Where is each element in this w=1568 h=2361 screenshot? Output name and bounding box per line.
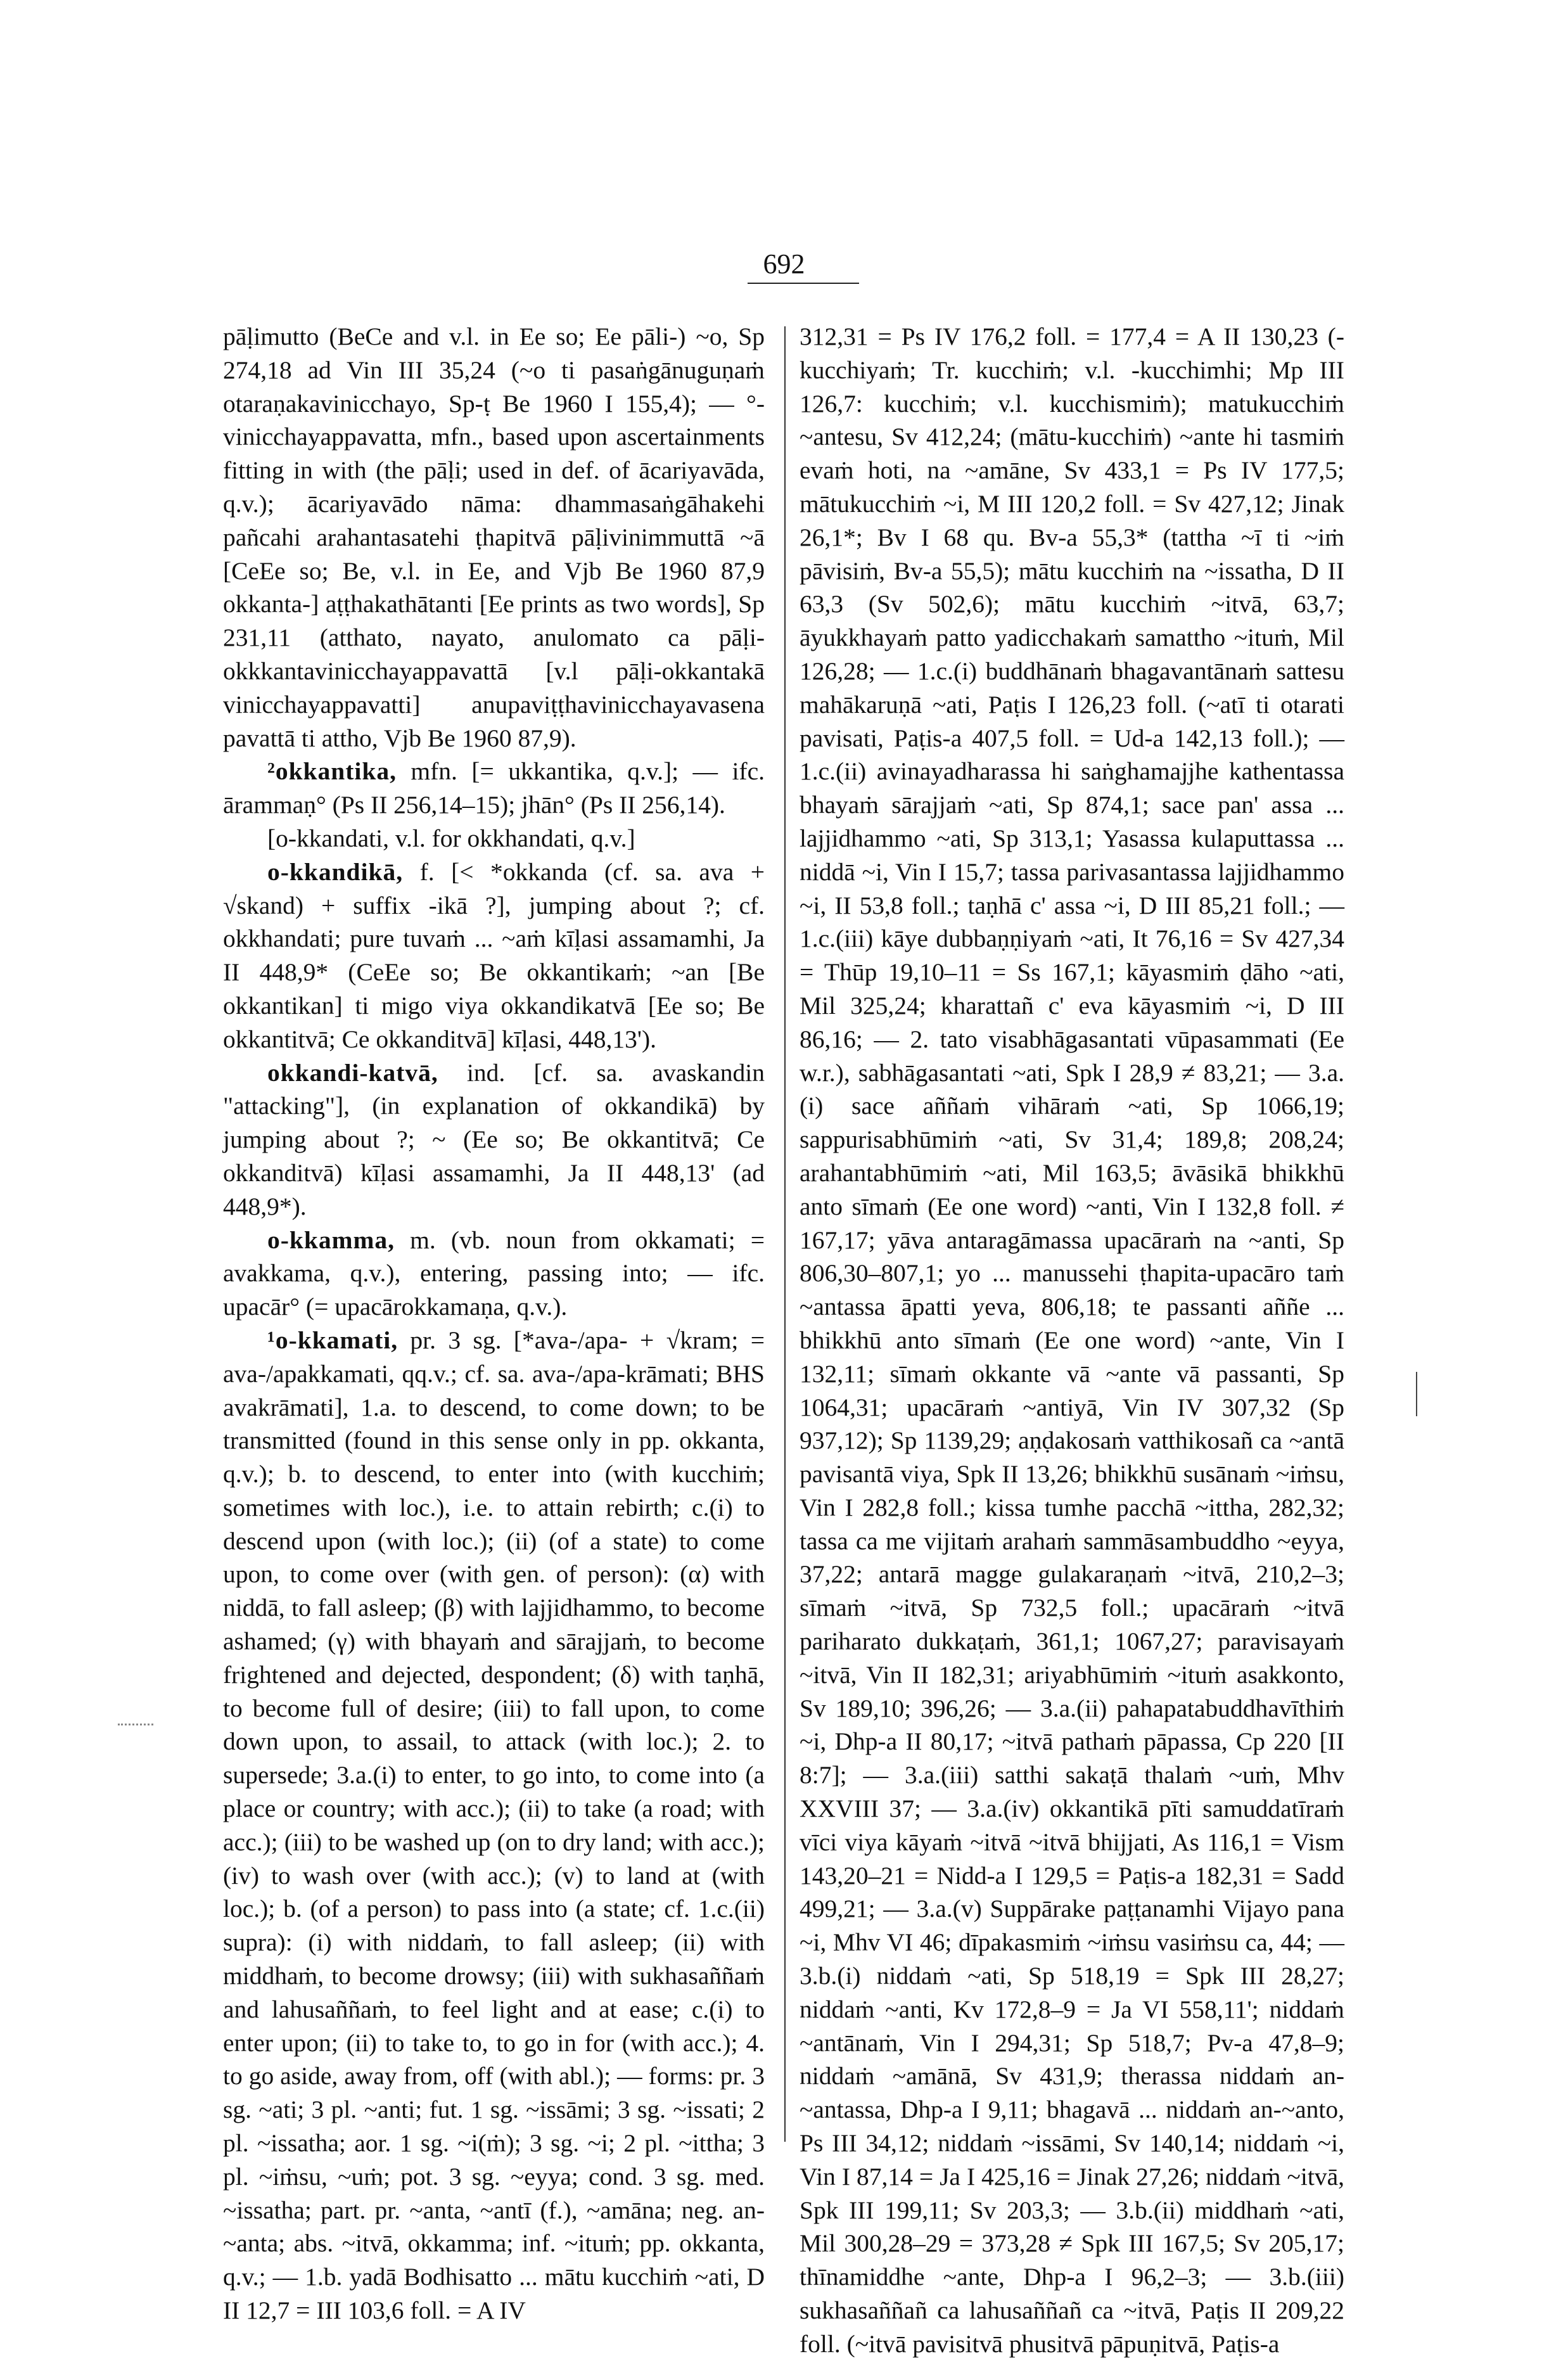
entry-paragraph: 312,31 = Ps IV 176,2 foll. = 177,4 = A II 130,23 (-kucchiyaṁ; Tr. kucchiṁ; v.l. -kucchimhi; Mp III 126,7: kucchiṁ; v.l. kucchismiṁ); matukucchiṁ ~antesu, Sv 412,24; (mātu-kucchiṁ) ~ante hi tasmiṁ evaṁ hoti, na ~amāne, Sv 433,1 = Ps IV 177,5; mātukucchiṁ ~i, M III 120,2 foll. = Sv 427,12; Jinak 26,1*; Bv I 68 qu. Bv-a 55,3* (tattha ~ī ti ~iṁ pāvisiṁ, Bv-a 55,5); mātu kucchiṁ na ~issatha, D II 63,3 (Sv 502,6); mātu kucchiṁ ~itvā, 63,7; āyukkhayaṁ patto yadicchakaṁ samattho ~ituṁ, Mil 126,28; — 1.c.(i) buddhānaṁ bhagavantānaṁ sattesu mahākaruṇā ~ati, Paṭis I 126,23 foll. (~atī ti otarati pavisati, Paṭis-a 407,5 foll. = Ud-a 142,13 foll.); — 1.c.(ii) avinayadharassa hi saṅghamajjhe kathentassa bhayaṁ sārajjaṁ ~ati, Sp 874,1; sace pan' assa ... lajjidhammo ~ati, Sp 313,1; Yasassa kulaputtassa ... niddā ~i, Vin I 15,7; tassa parivasantassa lajjidhammo ~i, II 53,8 foll.; taṇhā c' assa ~i, D III 85,21 foll.; — 1.c.(iii) kāye dubbaṇṇiyaṁ ~ati, It 76,16 = Sv 427,34 = Thūp 19,10–11 = Ss 167,1; kāyasmiṁ ḍāho ~ati, Mil 325,24; kharattañ c' eva kāyasmiṁ ~i, D III 86,16; — 2. tato visabhāgasantati vūpasammati (Ee w.r.), sabhāgasantati ~ati, Spk I 28,9 ≠ 83,21; — 3.a.(i) sace aññaṁ vihāraṁ ~ati, Sp 1066,19; sappurisabhūmiṁ ~ati, Sv 31,4; 189,8; 208,24; arahantabhūmiṁ ~ati, Mil 163,5; āvāsikā bhikkhū anto sīmaṁ (Ee one word) ~anti, Vin I 132,8 foll. ≠ 167,17; yāva antaragāmassa upacāraṁ na ~anti, Sp 806,30–807,1; yo ... manussehi ṭhapita-upacāro taṁ ~antassa āpatti yeva, 806,18; te passanti aññe ... bhikkhū anto sīmaṁ (Ee one word) ~ante, Vin I 132,11; sīmaṁ okkante vā ~ante vā passanti, Sp 1064,31; upacāraṁ ~antiyā, Vin IV 307,32 (Sp 937,12); Sp 1139,29; aṇḍakosaṁ vatthikosañ ca ~antā pavisantā viya, Spk II 13,26; bhikkhū susānaṁ ~iṁsu, Vin I 282,8 foll.; kissa tumhe pacchā ~ittha, 282,32; tassa ca me vijitaṁ arahaṁ sammāsambuddho ~eyya, 37,22; antarā magge gulakaraṇaṁ ~itvā, 210,2–3; sīmaṁ ~itvā, Sp 732,5 foll.; upacāraṁ ~itvā pariharato dukkaṭaṁ, 361,1; 1067,27; paravisayaṁ ~itvā, Vin II 182,31; ariyabhūmiṁ ~ituṁ asakkonto, Sv 189,10; 396,26; — 3.a.(ii) pahapatabuddhavīthiṁ ~i, Dhp-a II 80,17; ~itvā pathaṁ pāpassa, Cp 220 [II 8:7]; — 3.a.(iii) satthi sakaṭā thalaṁ ~uṁ, Mhv XXVIII 37; — 3.a.(iv) okkantikā pīti samuddatīraṁ vīci viya kāyaṁ ~itvā ~itvā bhijjati, As 116,1 = Vism 143,20–21 = Nidd-a I 129,5 = Paṭis-a 182,31 = Sadd 499,21; — 3.a.(v) Suppārake paṭṭanamhi Vijayo pana ~i, Mhv VI 46; dīpakasmiṁ ~iṁsu vasiṁsu ca, 44; — 3.b.(i) niddaṁ ~ati, Sp 518,19 = Spk III 28,27; niddaṁ ~anti, Kv 172,8–9 = Ja VI 558,11'; niddaṁ ~antānaṁ, Vin I 294,31; Sp 518,7; Pv-a 47,8–9; niddaṁ ~amānā, Sv 431,9; therassa niddaṁ an-~antassa, Dhp-a I 9,11; bhagavā ... niddaṁ an-~anto, Ps III 34,12; niddaṁ ~issāmi, Sv 140,14; niddaṁ ~i, Vin I 87,14 = Ja I 425,16 = Jinak 27,26; niddaṁ ~itvā, Spk III 199,11; Sv 203,3; — 3.b.(ii) middhaṁ ~ati, Mil 300,28–29 = 373,28 ≠ Spk III 167,5; Sv 205,17; thīnamiddhe ~ante, Dhp-a I 96,2–3; — 3.b.(iii) sukhasaññañ ca lahusaññañ ca ~itvā, Paṭis II 209,22 foll. (~itvā pavisitvā phusitvā pāpuṇitvā, Paṭis-a [800,323,1344,2358]
entry-body: m. (vb. noun from okkamati; = avakkama, q.v.), entering, passing into; — ifc. upacār° (= upacārokkamaṇa, q.v.). [223,1225,765,1321]
right-column [800,320,1344,2358]
entry-paragraph [223,755,765,822]
headword: o-kkamma, [267,1225,395,1254]
headword: o-kkandikā, [267,857,404,886]
entry-body: pr. 3 sg. [*ava-/apa- + √kram; = ava-/apakkamati, qq.v.; cf. sa. ava-/apa-krāmati; BHS avakrāmati], 1.a. to descend, to come down; to be transmitted (found in this sense only in pp. okkanta, q.v.); b. to descend, to enter into (with kucchiṁ; sometimes with loc.), i.e. to attain rebirth; c.(i) to descend upon (with loc.); (ii) (of a state) to come upon, to come over (with gen. of person): (α) with niddā, to fall asleep; (β) with lajjidhammo, to become ashamed; (γ) with bhayaṁ and sārajjaṁ, to become frightened and dejected, despondent; (δ) with taṇhā, to become full of desire; (iii) to fall upon, to come down upon, to assail, to attack (with loc.); 2. to supersede; 3.a.(i) to enter, to go into, to come into (a place or country; with acc.); (ii) to take (a road; with acc.); (iii) to be washed up (on to dry land; with acc.); (iv) to wash over (with acc.); (v) to land at (with loc.); b. (of a person) to pass into (a state; cf. 1.c.(ii) supra): (i) with niddaṁ, to fall asleep; (ii) with middhaṁ, to become drowsy; (iii) with sukhasaññaṁ and lahusaññaṁ, to feel light and at ease; c.(i) to enter upon; (ii) to take to, to go in for (with acc.); 4. to go aside, away from, off (with abl.); — forms: pr. 3 sg. ~ati; 3 pl. ~anti; fut. 1 sg. ~issāmi; 3 sg. ~issati; 2 pl. ~issatha; aor. 1 sg. ~i(ṁ); 3 sg. ~i; 2 pl. ~ittha; 3 pl. ~iṁsu, ~uṁ; pot. 3 sg. ~eyya; cond. 3 sg. med. ~issatha; part. pr. ~anta, ~antī (f.), ~amāna; neg. an-~anta; abs. ~itvā, okkamma; inf. ~ituṁ; pp. okkanta, q.v.; — 1.b. yadā Bodhisatto ... mātu kucchiṁ ~ati, D II 12,7 = III 103,6 foll. = A IV [223,1326,765,2325]
headword: ¹o-kkamati, [267,1326,398,1354]
entry-paragraph [223,1056,765,1224]
entry-body: f. [< *okkanda (cf. sa. ava + √skand) + suffix -ikā ?], jumping about ?; cf. okkhandati; pure tuvaṁ ... ~aṁ kīḷasi assamamhi, Ja II 448,9* (CeEe so; Be okkantikaṁ; ~an [Be okkantikan] ti migo viya okkandikatvā [Ee so; Be okkantitvā; Ce okkanditvā] kīḷasi, 448,13'). [223,857,765,1053]
margin-mark [1416,1372,1417,1416]
page-number: 692 [763,248,805,279]
entry-paragraph [223,1324,765,2327]
page-number-rule [748,283,859,284]
entry-paragraph: [o-kkandati, v.l. for okkhandati, q.v.] [267,824,635,852]
column-divider [784,326,786,2142]
entry-paragraph [223,855,765,1056]
entry-paragraph: pāḷimutto (BeCe and v.l. in Ee so; Ee pāli-) ~o, Sp 274,18 ad Vin III 35,24 (~o ti pasaṅgānuguṇaṁ otaraṇakavinicchayo, Sp-ṭ Be 1960 I 155,4); — °-vinicchayappavatta, mfn., based upon ascertainments fitting in with (the pāḷi; used in def. of ācariyavāda, q.v.); ācariyavādo nāma: dhammasaṅgāhakehi pañcahi arahantasatehi ṭhapitvā pāḷivinimmuttā ~ā [CeEe so; Be, v.l. in Ee, and Vjb Be 1960 87,9 okkanta-] aṭṭhakathātanti [Ee prints as two words], Sp 231,11 (atthato, nayato, anulomato ca pāḷi-okkkantavinicchayappavattā [v.l pāḷi-okkantakā vinicchayappavatti] anupaviṭṭhavinicchayavasena pavattā ti attho, Vjb Be 1960 87,9). [223,323,765,752]
scan-speck [118,1724,153,1729]
entry-body: ind. [cf. sa. avaskandin "attacking"], (in explanation of okkandikā) by jumping about ?; ~ (Ee so; Be okkantitvā; Ce okkanditvā) kīḷasi assamamhi, Ja II 448,13' (ad 448,9*). [223,1058,765,1220]
headword: ²okkantika, [267,757,397,786]
entry-paragraph [223,1224,765,1324]
left-column [223,320,765,2325]
entry-body: mfn. [= ukkantika, q.v.]; — ifc. ārammaṇ° (Ps II 256,14–15); jhān° (Ps II 256,14). [223,757,765,819]
headword: okkandi-katvā, [267,1058,438,1087]
